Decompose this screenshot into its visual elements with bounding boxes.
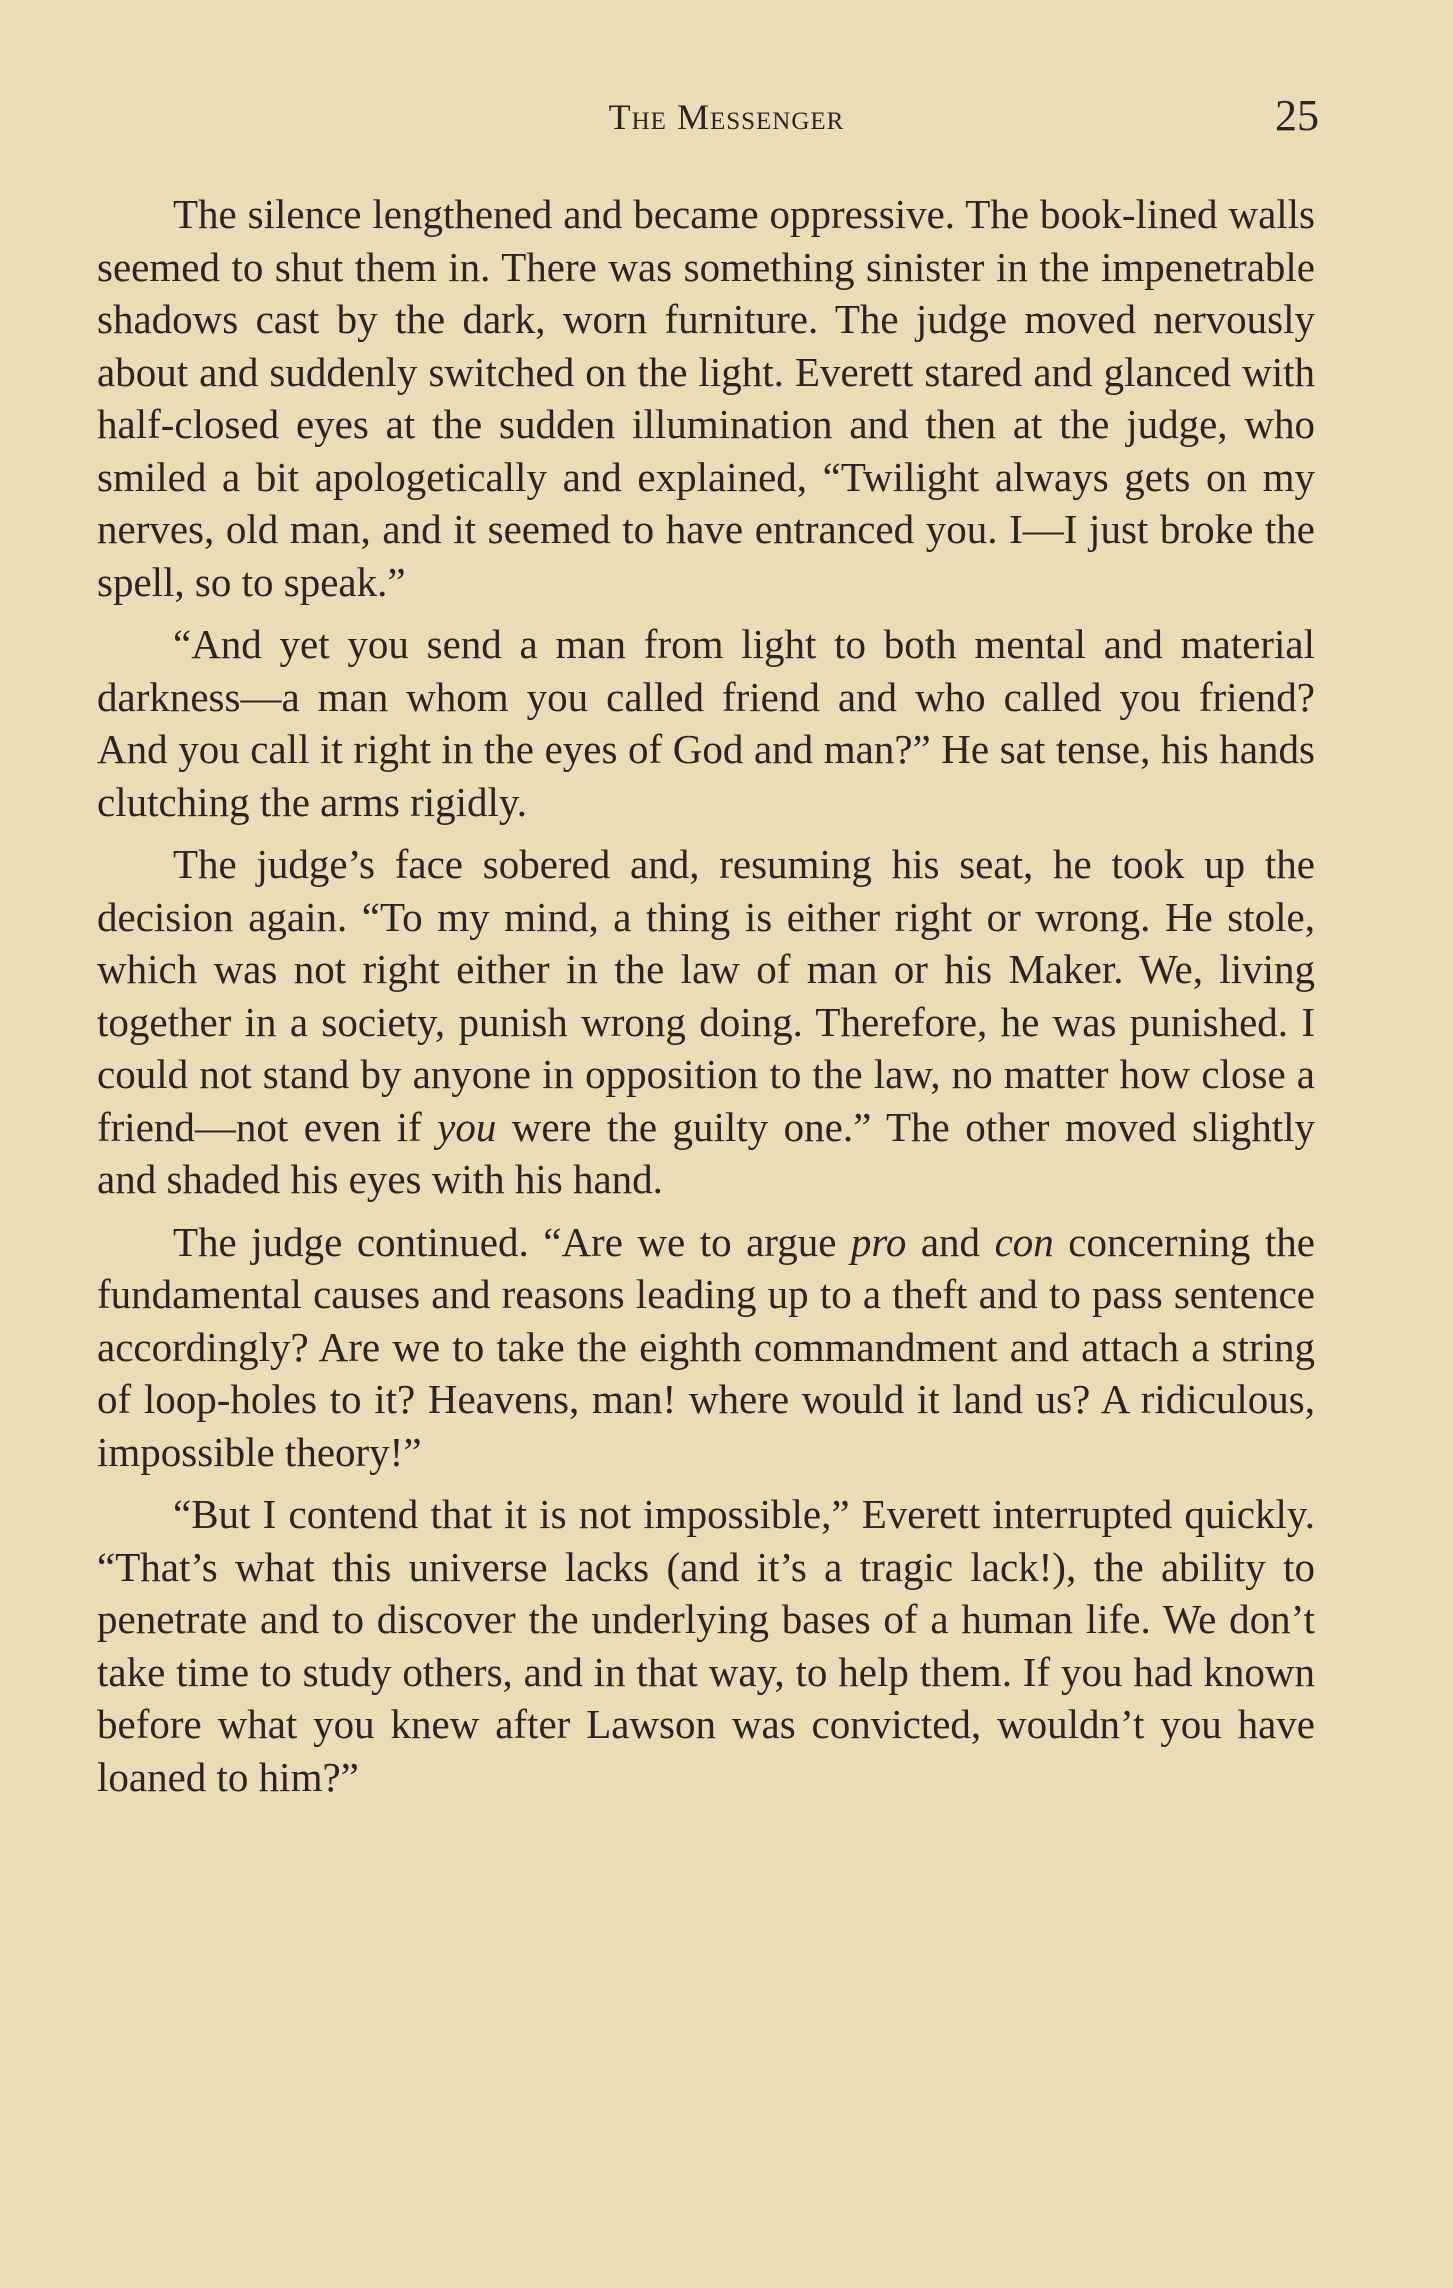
paragraph: [97, 1216, 1315, 1479]
text-run: The judge continued. “Are we to argue: [173, 1218, 851, 1265]
italic-text-run: you: [437, 1103, 497, 1150]
italic-text-run: con: [994, 1218, 1054, 1265]
text-run: and: [906, 1218, 995, 1265]
paragraph: [97, 618, 1315, 828]
paragraph: [97, 838, 1315, 1206]
paragraph: [97, 188, 1315, 608]
text-run: “But I contend that it is not impossible,” Everett interrupted quickly. “That’s what this universe lacks (and it’s a tragic lack!), the ability to penetrate and to discover the underlying bases of a human life. We don’t take time to study others, and in that way, to help them. If you had known before what you knew after Lawson was convicted, wouldn’t you have loaned to him?”: [97, 1491, 1315, 1800]
italic-text-run: pro: [850, 1218, 907, 1265]
text-run: were the guilty one.” The other moved slightly and shaded his eyes with his hand.: [97, 1103, 1316, 1202]
text-run: The judge’s face sobered and, resuming his seat, he took up the decision again. “To my mind, a thing is either right or wrong. He stole, which was not right either in the law of man or his Maker. We, living together in a society, punish wrong doing. Therefore, he was punished. I could not stand by anyone in opposition to the law, no matter how close a friend—not even if: [97, 841, 1315, 1150]
text-run: concerning the fundamental causes and reasons leading up to a theft and to pass sentence accordingly? Are we to take the eighth commandment and attach a string of loop-holes to it? Heavens, man! where would it land us? A ridiculous, impossible theory!”: [97, 1218, 1315, 1475]
text-run: The silence lengthened and became oppressive. The book-lined walls seemed to shut them in. There was something sinister in the impenetrable shadows cast by the dark, worn furniture. The judge moved nervously about and suddenly switched on the light. Everett stared and glanced with half-closed eyes at the sudden illumination and then at the judge, who smiled a bit apologetically and explained, “Twilight always gets on my nerves, old man, and it seemed to have entranced you. I—I just broke the spell, so to speak.”: [97, 191, 1315, 605]
page-header: [0, 91, 1453, 156]
page-number: 25: [1275, 91, 1319, 140]
body-text: [97, 188, 1315, 1803]
paragraph: [97, 1488, 1315, 1803]
text-run: “And yet you send a man from light to both mental and material darkness—a man whom you called friend and who called you friend? And you call it right in the eyes of God and man?” He sat tense, his hands clutching the arms rigidly.: [97, 621, 1315, 825]
running-title: The Messenger: [608, 97, 845, 137]
